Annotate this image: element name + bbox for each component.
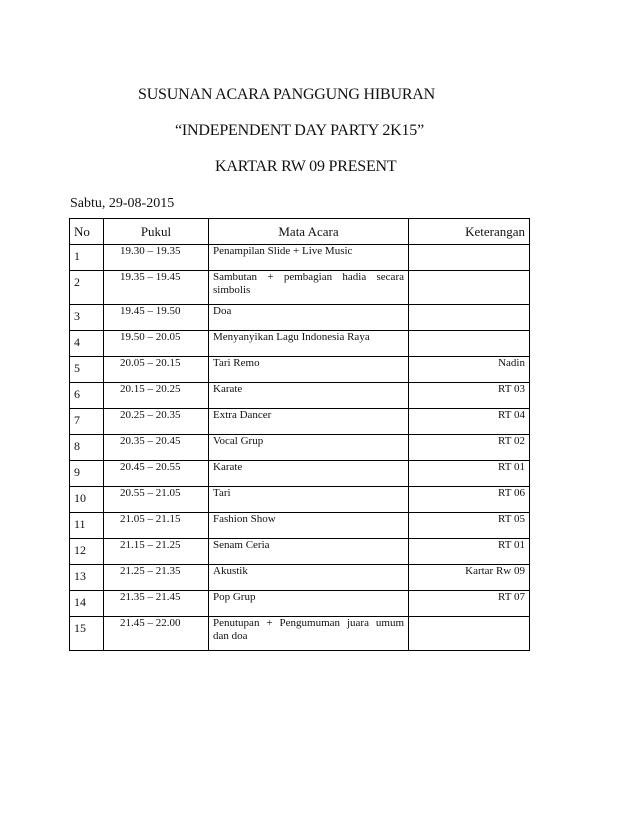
cell-mata-acara: Sambutan + pembagian hadia secara simbolis bbox=[209, 271, 409, 305]
cell-pukul: 20.55 – 21.05 bbox=[104, 487, 209, 513]
cell-pukul: 21.45 – 22.00 bbox=[104, 617, 209, 651]
cell-no: 15 bbox=[70, 617, 104, 651]
cell-pukul: 20.25 – 20.35 bbox=[104, 409, 209, 435]
cell-no: 10 bbox=[70, 487, 104, 513]
header-mata-acara: Mata Acara bbox=[209, 219, 409, 245]
table-row bbox=[70, 331, 530, 357]
cell-no: 2 bbox=[70, 271, 104, 305]
cell-keterangan: RT 06 bbox=[409, 487, 530, 513]
table-row bbox=[70, 305, 530, 331]
cell-mata-acara: Penutupan + Pengumuman juara umum dan doa bbox=[209, 617, 409, 651]
table-row bbox=[70, 461, 530, 487]
cell-keterangan: RT 01 bbox=[409, 461, 530, 487]
cell-no: 1 bbox=[70, 245, 104, 271]
cell-keterangan bbox=[409, 331, 530, 357]
cell-mata-acara: Doa bbox=[209, 305, 409, 331]
header-no: No bbox=[70, 219, 104, 245]
table-row bbox=[70, 487, 530, 513]
cell-keterangan: RT 01 bbox=[409, 539, 530, 565]
cell-no: 13 bbox=[70, 565, 104, 591]
cell-pukul: 19.45 – 19.50 bbox=[104, 305, 209, 331]
cell-no: 6 bbox=[70, 383, 104, 409]
table-row bbox=[70, 539, 530, 565]
cell-pukul: 20.05 – 20.15 bbox=[104, 357, 209, 383]
table-row bbox=[70, 357, 530, 383]
cell-mata-acara: Extra Dancer bbox=[209, 409, 409, 435]
cell-pukul: 19.50 – 20.05 bbox=[104, 331, 209, 357]
document-title: SUSUNAN ACARA PANGGUNG HIBURAN bbox=[138, 86, 436, 103]
table-row bbox=[70, 617, 530, 651]
table-row bbox=[70, 245, 530, 271]
table-header-row bbox=[70, 219, 530, 245]
cell-pukul: 21.25 – 21.35 bbox=[104, 565, 209, 591]
table-body bbox=[70, 245, 530, 651]
cell-mata-acara: Vocal Grup bbox=[209, 435, 409, 461]
cell-pukul: 20.45 – 20.55 bbox=[104, 461, 209, 487]
cell-keterangan bbox=[409, 617, 530, 651]
cell-keterangan: RT 03 bbox=[409, 383, 530, 409]
cell-keterangan bbox=[409, 271, 530, 305]
cell-mata-acara: Penampilan Slide + Live Music bbox=[209, 245, 409, 271]
table-row bbox=[70, 513, 530, 539]
cell-pukul: 19.35 – 19.45 bbox=[104, 271, 209, 305]
cell-no: 4 bbox=[70, 331, 104, 357]
cell-pukul: 21.35 – 21.45 bbox=[104, 591, 209, 617]
cell-mata-acara: Karate bbox=[209, 461, 409, 487]
cell-no: 11 bbox=[70, 513, 104, 539]
cell-keterangan bbox=[409, 305, 530, 331]
cell-no: 9 bbox=[70, 461, 104, 487]
schedule-table bbox=[69, 218, 530, 651]
cell-pukul: 19.30 – 19.35 bbox=[104, 245, 209, 271]
cell-no: 7 bbox=[70, 409, 104, 435]
cell-pukul: 20.35 – 20.45 bbox=[104, 435, 209, 461]
table-row bbox=[70, 409, 530, 435]
cell-mata-acara: Pop Grup bbox=[209, 591, 409, 617]
cell-keterangan: Nadin bbox=[409, 357, 530, 383]
cell-keterangan bbox=[409, 245, 530, 271]
cell-no: 14 bbox=[70, 591, 104, 617]
cell-mata-acara: Akustik bbox=[209, 565, 409, 591]
cell-keterangan: RT 04 bbox=[409, 409, 530, 435]
organizer-line: KARTAR RW 09 PRESENT bbox=[215, 158, 397, 175]
cell-keterangan: RT 02 bbox=[409, 435, 530, 461]
cell-pukul: 21.05 – 21.15 bbox=[104, 513, 209, 539]
table-row bbox=[70, 435, 530, 461]
cell-pukul: 21.15 – 21.25 bbox=[104, 539, 209, 565]
cell-pukul: 20.15 – 20.25 bbox=[104, 383, 209, 409]
table-row bbox=[70, 271, 530, 305]
header-keterangan: Keterangan bbox=[409, 219, 530, 245]
cell-no: 12 bbox=[70, 539, 104, 565]
table-row bbox=[70, 565, 530, 591]
header-pukul: Pukul bbox=[104, 219, 209, 245]
table-row bbox=[70, 383, 530, 409]
cell-mata-acara: Fashion Show bbox=[209, 513, 409, 539]
cell-mata-acara: Menyanyikan Lagu Indonesia Raya bbox=[209, 331, 409, 357]
cell-no: 8 bbox=[70, 435, 104, 461]
event-date: Sabtu, 29-08-2015 bbox=[70, 196, 175, 211]
cell-keterangan: Kartar Rw 09 bbox=[409, 565, 530, 591]
cell-mata-acara: Senam Ceria bbox=[209, 539, 409, 565]
cell-keterangan: RT 07 bbox=[409, 591, 530, 617]
cell-no: 3 bbox=[70, 305, 104, 331]
cell-mata-acara: Tari Remo bbox=[209, 357, 409, 383]
cell-mata-acara: Tari bbox=[209, 487, 409, 513]
cell-mata-acara: Karate bbox=[209, 383, 409, 409]
cell-no: 5 bbox=[70, 357, 104, 383]
event-name: “INDEPENDENT DAY PARTY 2K15” bbox=[175, 122, 424, 139]
cell-keterangan: RT 05 bbox=[409, 513, 530, 539]
table-row bbox=[70, 591, 530, 617]
